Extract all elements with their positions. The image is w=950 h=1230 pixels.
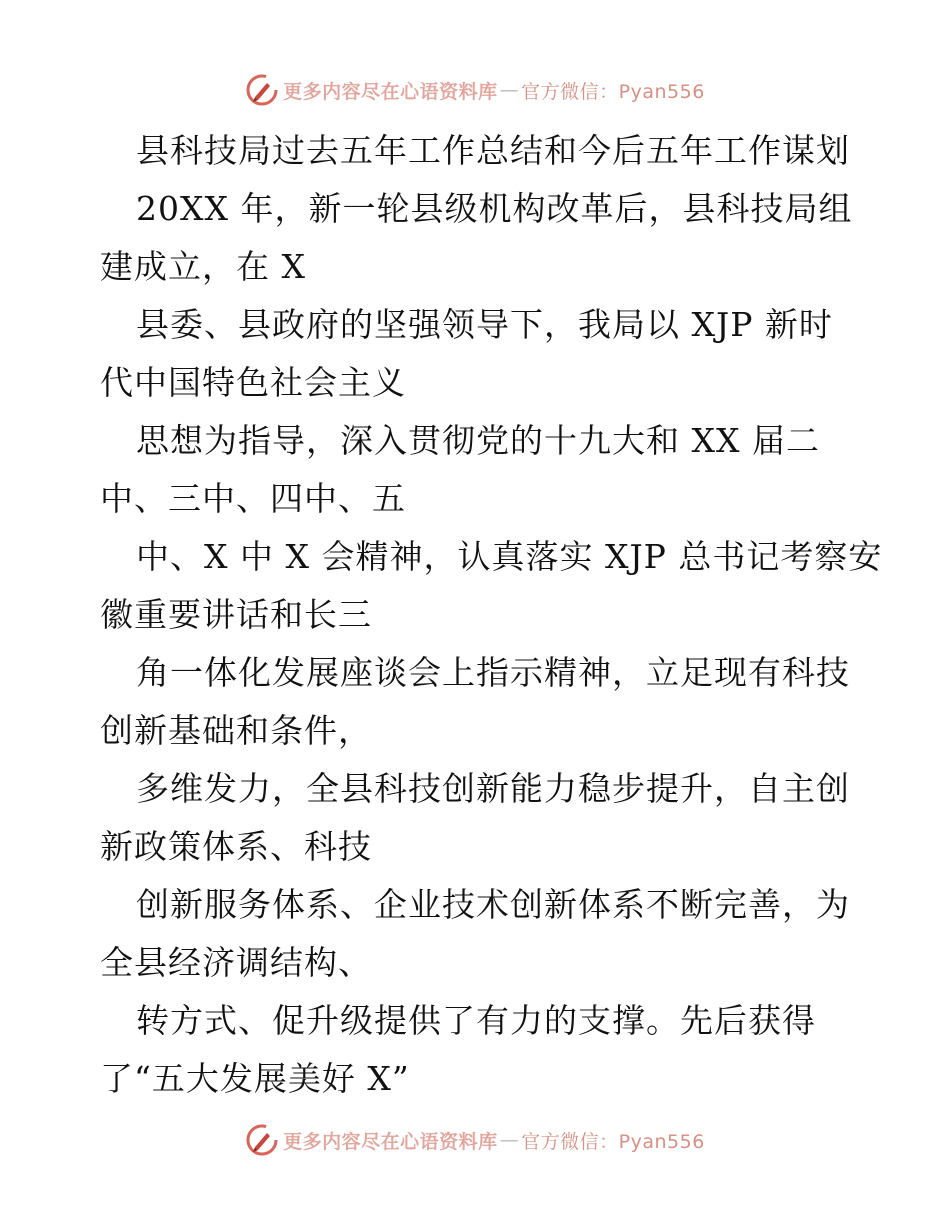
watermark-separator: — bbox=[499, 79, 520, 101]
footer-watermark bbox=[0, 1120, 950, 1160]
pen-logo-icon bbox=[245, 73, 279, 107]
text-line: 了“五大发展美好 X” bbox=[100, 1059, 410, 1098]
watermark-main-text: 更多内容尽在心语资料库 bbox=[283, 1130, 498, 1153]
text-line: 建成立，在 X bbox=[100, 247, 306, 286]
text-line: 创新服务体系、企业技术创新体系不断完善，为 bbox=[136, 885, 850, 924]
text-line: 中、三中、四中、五 bbox=[100, 479, 406, 518]
watermark-sub-text: 官方微信：Pyan556 bbox=[521, 80, 705, 103]
text-line: 全县经济调结构、 bbox=[100, 943, 372, 982]
watermark-separator: — bbox=[499, 1129, 520, 1151]
text-line: 中、X 中 X 会精神，认真落实 XJP 总书记考察安 bbox=[136, 537, 883, 576]
text-line: 角一体化发展座谈会上指示精神，立足现有科技 bbox=[136, 653, 850, 692]
pen-logo-icon bbox=[245, 1123, 279, 1157]
text-line: 创新基础和条件， bbox=[100, 711, 372, 750]
document-body bbox=[100, 122, 883, 1108]
text-line: 新政策体系、科技 bbox=[100, 827, 372, 866]
text-line: 县委、县政府的坚强领导下，我局以 XJP 新时 bbox=[136, 305, 833, 344]
text-line: 徽重要讲话和长三 bbox=[100, 595, 372, 634]
text-line: 思想为指导，深入贯彻党的十九大和 XX 届二 bbox=[136, 421, 820, 460]
text-line: 县科技局过去五年工作总结和今后五年工作谋划 bbox=[136, 131, 850, 170]
watermark-main-text: 更多内容尽在心语资料库 bbox=[283, 80, 498, 103]
header-watermark bbox=[0, 70, 950, 110]
text-line: 20XX 年，新一轮县级机构改革后，县科技局组 bbox=[136, 189, 853, 228]
watermark-sub-text: 官方微信：Pyan556 bbox=[521, 1130, 705, 1153]
text-line: 转方式、促升级提供了有力的支撑。先后获得 bbox=[136, 1001, 816, 1040]
text-line: 代中国特色社会主义 bbox=[100, 363, 406, 402]
text-line: 多维发力，全县科技创新能力稳步提升，自主创 bbox=[136, 769, 850, 808]
